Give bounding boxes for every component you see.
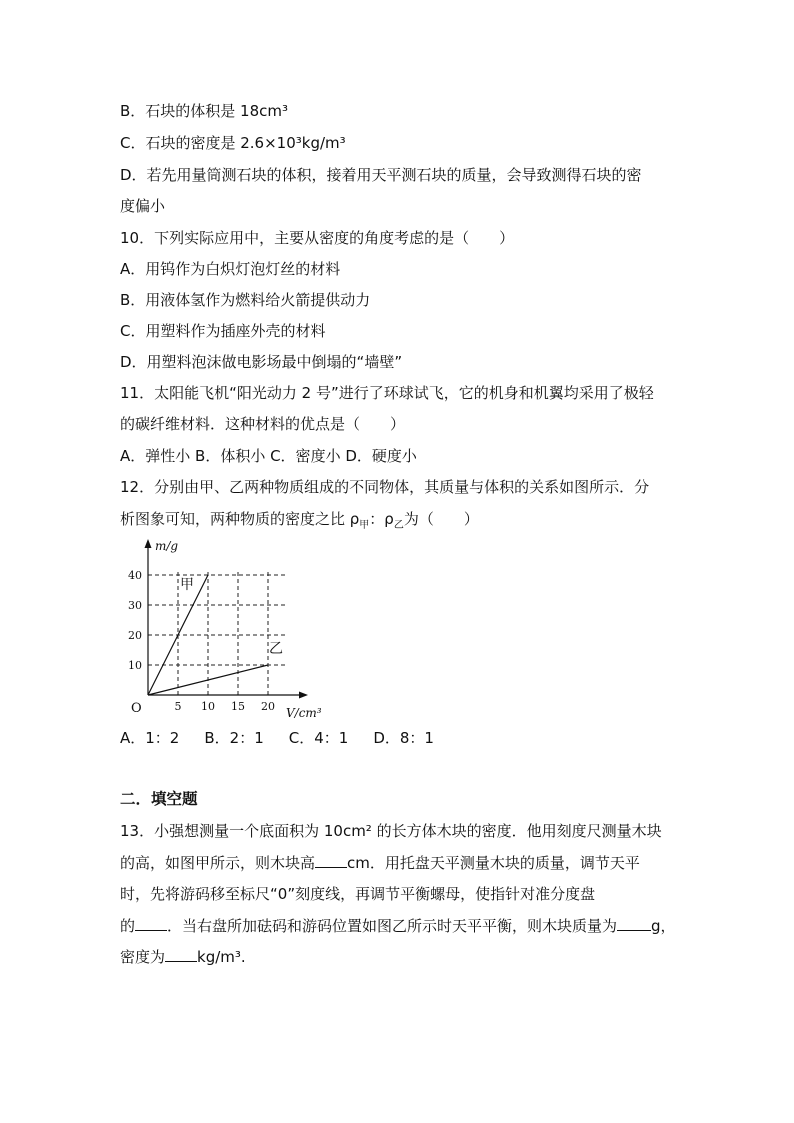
series-line-yi <box>148 665 268 695</box>
q11-options: A．弹性小 B．体积小 C．密度小 D．硬度小 <box>120 447 417 465</box>
y-tick-label: 40 <box>128 569 142 582</box>
q11-stem-line1: 11．太阳能飞机“阳光动力 2 号”进行了环球试飞，它的机身和机翼均采用了极轻 <box>120 384 654 402</box>
mass-answer-blank[interactable] <box>617 915 651 931</box>
section-2-title: 二．填空题 <box>120 790 198 808</box>
q12-options <box>120 728 434 748</box>
mass-volume-chart <box>118 532 338 720</box>
pointer-answer-blank[interactable] <box>135 915 167 931</box>
chart-axes <box>145 539 309 699</box>
y-tick-label: 30 <box>128 599 142 612</box>
series-label: 甲 <box>180 577 194 593</box>
y-tick-label: 20 <box>128 629 142 642</box>
q13-line2 <box>120 852 640 873</box>
q12-stem-tail: 为（ ） <box>403 510 479 528</box>
q12-stem-line1: 12．分别由甲、乙两种物质组成的不同物体，其质量与体积的关系如图所示．分 <box>120 478 650 496</box>
origin-label: O <box>131 701 142 716</box>
q10-option-d: D．用塑料泡沫做电影场最中倒塌的“墙壁” <box>120 353 403 371</box>
q12-stem-text: 析图象可知，两种物质的密度之比 ρ <box>120 510 360 528</box>
y-axis-arrow <box>145 539 152 548</box>
q9-option-b: B．石块的体积是 18cm³ <box>120 102 289 120</box>
height-answer-blank[interactable] <box>315 852 347 868</box>
q13-text: 的高，如图甲所示，则木块高 <box>120 854 316 872</box>
q13-text: kg/m³. <box>197 948 246 966</box>
x-tick-label: 20 <box>261 700 275 713</box>
density-answer-blank[interactable] <box>165 946 197 962</box>
q10-option-a: A．用钨作为白炽灯泡灯丝的材料 <box>120 260 341 278</box>
q13-line4 <box>120 915 676 936</box>
y-axis-label: m/g <box>155 539 179 553</box>
q13-line1: 13．小强想测量一个底面积为 10cm² 的长方体木块的密度．他用刻度尺测量木块 <box>120 822 662 840</box>
q9-option-c: C．石块的密度是 2.6×10³kg/m³ <box>120 134 346 152</box>
q13-line5 <box>120 946 246 967</box>
q13-text: 的 <box>120 917 136 935</box>
q9-option-d-line2: 度偏小 <box>120 197 166 215</box>
q10-option-c: C．用塑料作为插座外壳的材料 <box>120 322 326 340</box>
q12-option-b: B．2：1 <box>204 729 264 747</box>
q13-text: ．当右盘所加砝码和游码位置如图乙所示时天平平衡，则木块质量为 <box>167 917 618 935</box>
x-axis-label: V/cm³ <box>286 706 322 720</box>
chart-grid <box>148 569 286 695</box>
x-tick-label: 15 <box>231 700 245 713</box>
rho-sub-b: 乙 <box>393 520 404 531</box>
q9-option-d-line1: D．若先用量筒测石块的体积，接着用天平测石块的质量，会导致测得石块的密 <box>120 166 642 184</box>
y-tick-label: 10 <box>128 659 142 672</box>
q13-text: 密度为 <box>120 948 166 966</box>
x-axis-arrow <box>299 692 308 699</box>
q13-text: cm．用托盘天平测量木块的质量，调节天平 <box>347 854 640 872</box>
q11-stem-line2: 的碳纤维材料．这种材料的优点是（ ） <box>120 415 406 433</box>
rho-sub-a: 甲 <box>359 520 370 531</box>
q12-stem-line2 <box>120 509 479 529</box>
q12-option-a: A．1：2 <box>120 729 180 747</box>
q10-stem: 10．下列实际应用中，主要从密度的角度考虑的是（ ） <box>120 229 515 247</box>
q12-ratio-colon: ：ρ <box>369 510 394 528</box>
series-label: 乙 <box>269 641 283 657</box>
x-tick-label: 10 <box>201 700 215 713</box>
q10-option-b: B．用液体氢作为燃料给火箭提供动力 <box>120 291 371 309</box>
x-tick-label: 5 <box>174 700 182 713</box>
q13-text: g， <box>651 917 676 935</box>
q12-option-c: C．4：1 <box>288 729 349 747</box>
q13-line3: 时，先将游码移至标尺“0”刻度线，再调节平衡螺母，使指针对准分度盘 <box>120 885 596 903</box>
q12-option-d: D．8：1 <box>373 729 434 747</box>
